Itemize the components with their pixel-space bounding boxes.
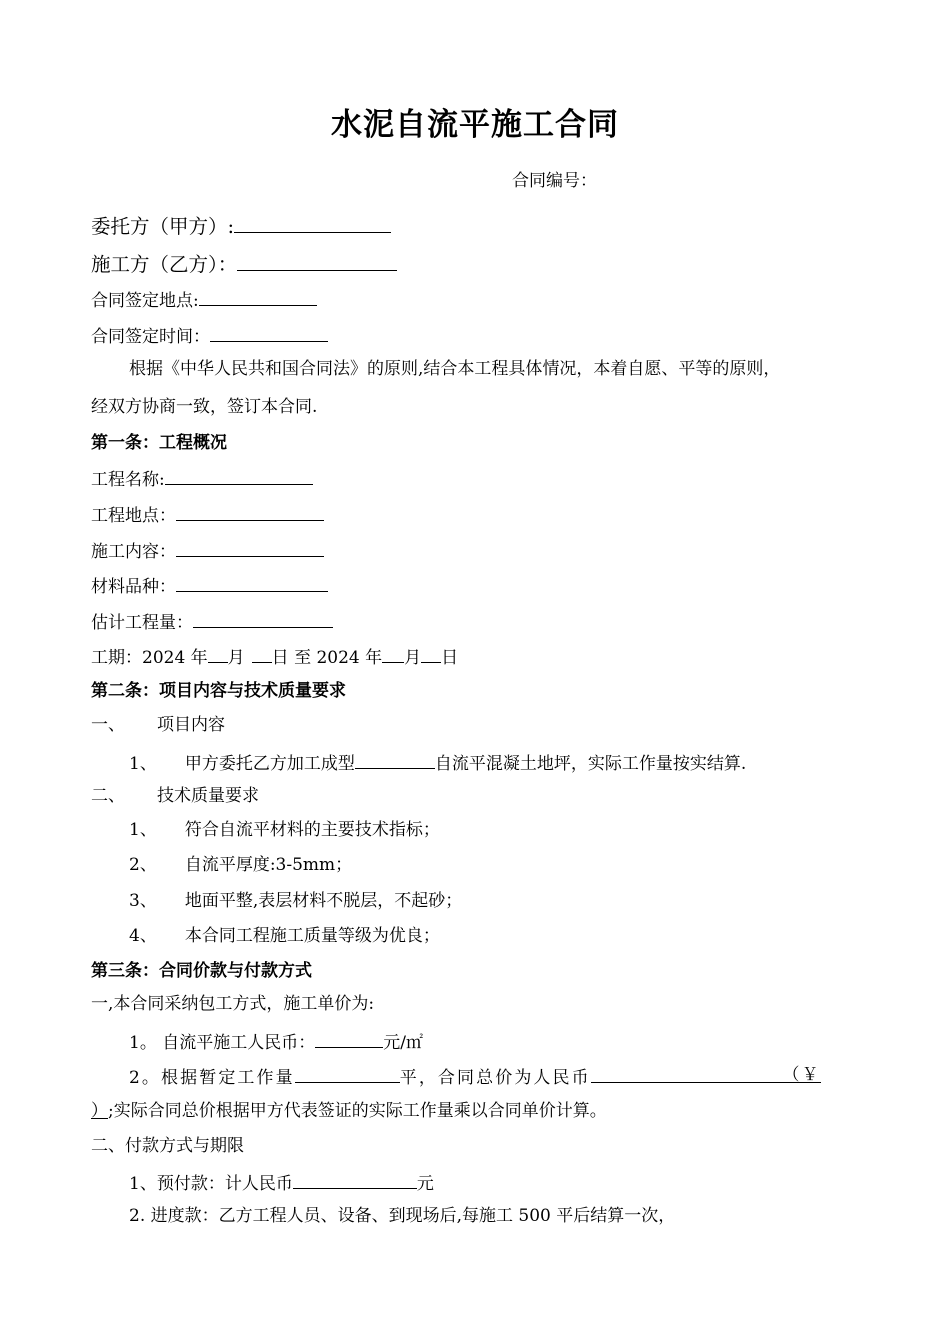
total-price-note: ;实际合同总价根据甲方代表签证的实际工作量乘以合同单价计算。	[108, 1101, 607, 1121]
requirement-item	[129, 925, 440, 947]
item-number: 1、	[129, 820, 157, 840]
project-name-label: 工程名称:	[91, 470, 165, 490]
advance-payment-line	[129, 1170, 434, 1195]
section-number: 一、	[91, 715, 125, 735]
period-day2-label: 日	[441, 648, 459, 668]
total-price-line1	[129, 1064, 821, 1089]
sign-place-line	[91, 287, 317, 312]
material-blank[interactable]	[176, 573, 328, 592]
total-price-line2	[91, 1100, 607, 1122]
item-number: 2、	[129, 855, 157, 875]
article1-heading: 第一条：工程概况	[91, 433, 227, 453]
section-project-content	[91, 714, 225, 736]
sign-time-label: 合同签定时间：	[91, 327, 210, 347]
material-label: 材料品种：	[91, 577, 176, 597]
requirement-item	[129, 819, 440, 841]
section-number: 二、	[91, 786, 125, 806]
item-number: 3、	[129, 891, 157, 911]
sign-time-line	[91, 323, 328, 348]
construction-content-line	[91, 538, 324, 563]
project-name-blank[interactable]	[165, 466, 313, 485]
article2-heading: 第二条：项目内容与技术质量要求	[91, 681, 346, 701]
party-b-label: 施工方（乙方）：	[91, 253, 238, 276]
period-month2-blank[interactable]	[382, 644, 404, 663]
requirement-item	[129, 854, 352, 876]
advance-payment-suffix: 元	[416, 1174, 434, 1194]
quantity-blank[interactable]	[193, 609, 333, 628]
period-month1-label: 月	[227, 648, 245, 668]
unit-price-blank[interactable]	[315, 1029, 383, 1048]
item-text: 自流平厚度:3-5mm；	[184, 855, 353, 875]
party-a-blank[interactable]	[234, 210, 391, 233]
intro-paragraph-line2: 经双方协商一致，签订本合同.	[91, 397, 318, 417]
total-price-mid: 平，合同总价为人民币	[399, 1068, 591, 1088]
item-text: 地面平整,表层材料不脱层，不起砂；	[184, 891, 463, 911]
period-day1-label: 日 至 2024 年	[271, 648, 383, 668]
material-line	[91, 573, 328, 598]
intro-paragraph-line1: 根据《中华人民共和国合同法》的原则,结合本工程具体情况，本着自愿、平等的原则，	[129, 359, 781, 379]
construction-content-label: 施工内容：	[91, 542, 176, 562]
total-price-prefix: 2。根据暂定工作量	[129, 1068, 295, 1088]
item-number: 1、	[129, 754, 157, 774]
article3-heading: 第三条：合同价款与付款方式	[91, 961, 312, 981]
requirement-item	[129, 890, 462, 912]
yen-close-paren: ）	[91, 1101, 108, 1121]
progress-payment-line: 2. 进度款：乙方工程人员、设备、到现场后,每施工 500 平后结算一次，	[129, 1206, 676, 1226]
payment-method-section: 一,本合同采纳包工方式，施工单价为:	[91, 994, 375, 1014]
sign-time-blank[interactable]	[210, 323, 328, 342]
yen-label: （￥	[782, 1065, 821, 1085]
sign-place-blank[interactable]	[199, 287, 317, 306]
section-quality-requirements	[91, 785, 259, 807]
project-site-blank[interactable]	[176, 502, 324, 521]
section-title: 技术质量要求	[157, 786, 259, 806]
document-title: 水泥自流平施工合同	[331, 107, 619, 143]
quantity-label: 估计工程量：	[91, 613, 193, 633]
work-quantity-blank[interactable]	[295, 1064, 400, 1083]
total-price-blank[interactable]	[591, 1064, 821, 1083]
project-site-line	[91, 502, 324, 527]
construction-content-blank[interactable]	[176, 538, 324, 557]
party-b-blank[interactable]	[237, 248, 397, 271]
quantity-line	[91, 609, 333, 634]
project-content-item1	[129, 750, 746, 775]
party-b-line	[91, 248, 397, 278]
period-day2-blank[interactable]	[421, 644, 441, 663]
payment-terms-section: 二、付款方式与期限	[91, 1136, 244, 1156]
contract-number-label: 合同编号：	[512, 171, 597, 191]
project-name-line	[91, 466, 313, 491]
period-day1-blank[interactable]	[252, 644, 272, 663]
party-a-label: 委托方（甲方）:	[91, 215, 235, 238]
period-month1-blank[interactable]	[208, 644, 228, 663]
project-site-label: 工程地点：	[91, 506, 176, 526]
item1-prefix: 甲方委托乙方加工成型	[184, 754, 355, 774]
item1-blank[interactable]	[355, 750, 435, 769]
period-month2-label: 月	[404, 648, 422, 668]
unit-price-line	[129, 1029, 423, 1054]
item-text: 本合同工程施工质量等级为优良；	[184, 926, 440, 946]
item-text: 符合自流平材料的主要技术指标；	[184, 820, 440, 840]
party-a-line	[91, 210, 391, 240]
unit-price-prefix: 1。 自流平施工人民币：	[129, 1033, 316, 1053]
section-title: 项目内容	[157, 715, 225, 735]
item-number: 4、	[129, 926, 157, 946]
item1-suffix: 自流平混凝土地坪，实际工作量按实结算.	[434, 754, 747, 774]
period-prefix: 工期：2024 年	[91, 648, 208, 668]
yen-amount-blank[interactable]	[91, 1100, 108, 1119]
sign-place-label: 合同签定地点:	[91, 291, 199, 311]
advance-payment-prefix: 1、预付款：计人民币	[129, 1174, 293, 1194]
construction-period-line	[91, 644, 458, 669]
advance-payment-blank[interactable]	[293, 1170, 417, 1189]
unit-price-suffix: 元/㎡	[383, 1033, 423, 1053]
